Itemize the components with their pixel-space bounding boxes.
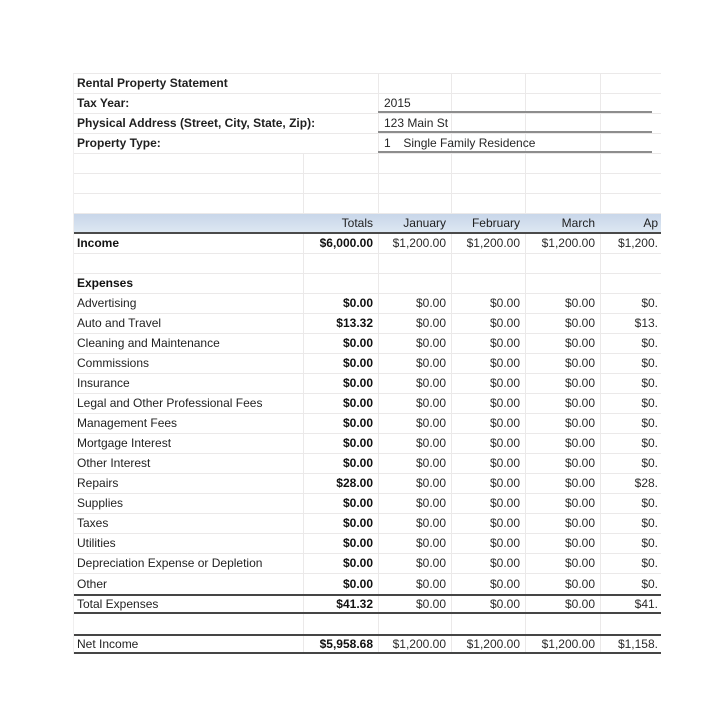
table-row <box>74 494 661 514</box>
table-row <box>74 414 661 434</box>
row-label[interactable]: Depreciation Expense or Depletion <box>77 556 263 570</box>
cell-totals[interactable]: $0.00 <box>342 296 373 310</box>
cell-january[interactable]: $0.00 <box>415 336 446 350</box>
cell-march[interactable]: $0.00 <box>564 356 595 370</box>
property-type-value[interactable] <box>378 134 652 153</box>
cell-january[interactable]: $0.00 <box>415 536 446 550</box>
cell-february[interactable]: $0.00 <box>489 356 520 370</box>
net-income-april[interactable]: $1,158. <box>617 637 658 651</box>
cell-totals[interactable]: $0.00 <box>342 396 373 410</box>
income-march[interactable]: $1,200.00 <box>541 236 595 250</box>
cell-march[interactable]: $0.00 <box>564 536 595 550</box>
cell-totals[interactable]: $0.00 <box>342 556 373 570</box>
cell-march[interactable]: $0.00 <box>564 456 595 470</box>
empty-row <box>74 254 661 274</box>
cell-january[interactable]: $0.00 <box>415 577 446 591</box>
cell-january[interactable]: $0.00 <box>415 316 446 330</box>
income-january[interactable]: $1,200.00 <box>392 236 446 250</box>
cell-april[interactable]: $0. <box>641 296 658 310</box>
income-april[interactable]: $1,200. <box>617 236 658 250</box>
income-row <box>74 234 661 254</box>
cell-march[interactable]: $0.00 <box>564 416 595 430</box>
page-title: Rental Property Statement <box>74 74 378 93</box>
cell-april[interactable]: $0. <box>641 456 658 470</box>
row-label[interactable]: Advertising <box>77 296 137 310</box>
row-label[interactable]: Taxes <box>77 516 109 530</box>
cell-march[interactable]: $0.00 <box>564 296 595 310</box>
cell-march[interactable]: $0.00 <box>564 336 595 350</box>
cell-totals[interactable]: $0.00 <box>342 376 373 390</box>
spreadsheet <box>73 73 661 654</box>
sheet-rows <box>74 74 661 654</box>
cell-april[interactable]: $0. <box>641 356 658 370</box>
tax-year-value[interactable]: 2015 <box>378 94 652 113</box>
property-type-code: 1 <box>384 136 391 150</box>
cell-march[interactable]: $0.00 <box>564 396 595 410</box>
cell-totals[interactable]: $13.32 <box>336 316 373 330</box>
table-row <box>74 334 661 354</box>
empty-row <box>74 174 661 194</box>
row-label[interactable]: Management Fees <box>77 416 178 430</box>
cell-march[interactable]: $0.00 <box>564 436 595 450</box>
total-expenses-january[interactable]: $0.00 <box>415 597 446 611</box>
cell-february[interactable]: $0.00 <box>489 336 520 350</box>
table-row <box>74 554 661 574</box>
cell-february[interactable]: $0.00 <box>489 577 520 591</box>
cell-february[interactable]: $0.00 <box>489 456 520 470</box>
cell-february[interactable]: $0.00 <box>489 396 520 410</box>
property-type-label: Property Type: <box>74 134 378 153</box>
cell-april[interactable]: $0. <box>641 336 658 350</box>
cell-april[interactable]: $0. <box>641 436 658 450</box>
cell-april[interactable]: $0. <box>641 536 658 550</box>
total-expenses-totals[interactable]: $41.32 <box>336 597 373 611</box>
table-row <box>74 314 661 334</box>
cell-april[interactable]: $13. <box>634 316 658 330</box>
empty-row <box>74 154 661 174</box>
cell-march[interactable]: $0.00 <box>564 577 595 591</box>
address-value[interactable]: 123 Main St <box>378 114 652 133</box>
row-label[interactable]: Other Interest <box>77 456 151 470</box>
income-label[interactable]: Income <box>77 236 120 250</box>
cell-totals[interactable]: $0.00 <box>342 516 373 530</box>
cell-totals[interactable]: $0.00 <box>342 536 373 550</box>
cell-february[interactable]: $0.00 <box>489 296 520 310</box>
cell-april[interactable]: $28. <box>634 476 658 490</box>
cell-january[interactable]: $0.00 <box>415 436 446 450</box>
total-expenses-april[interactable]: $41. <box>634 597 658 611</box>
expenses-header[interactable]: Expenses <box>77 276 134 290</box>
table-row <box>74 534 661 554</box>
income-february[interactable]: $1,200.00 <box>466 236 520 250</box>
table-row <box>74 114 661 134</box>
cell-april[interactable]: $0. <box>641 516 658 530</box>
cell-totals[interactable]: $0.00 <box>342 496 373 510</box>
row-label[interactable]: Other <box>77 577 108 591</box>
cell-january[interactable]: $0.00 <box>415 476 446 490</box>
net-income-totals[interactable]: $5,958.68 <box>319 637 373 651</box>
cell-february[interactable]: $0.00 <box>489 556 520 570</box>
cell-totals[interactable]: $0.00 <box>342 356 373 370</box>
total-expenses-row <box>74 594 661 614</box>
cell-april[interactable]: $0. <box>641 556 658 570</box>
table-row <box>74 374 661 394</box>
cell-march[interactable]: $0.00 <box>564 316 595 330</box>
cell-february[interactable]: $0.00 <box>489 496 520 510</box>
table-row <box>74 394 661 414</box>
cell-january[interactable]: $0.00 <box>415 516 446 530</box>
tax-year-label: Tax Year: <box>74 94 378 113</box>
cell-january[interactable]: $0.00 <box>415 416 446 430</box>
cell-march[interactable]: $0.00 <box>564 556 595 570</box>
table-row <box>74 514 661 534</box>
expenses-header-row <box>74 274 661 294</box>
cell-totals[interactable]: $28.00 <box>336 476 373 490</box>
total-expenses-february[interactable]: $0.00 <box>489 597 520 611</box>
cell-february[interactable]: $0.00 <box>489 376 520 390</box>
row-label[interactable]: Insurance <box>77 376 130 390</box>
cell-february[interactable]: $0.00 <box>489 436 520 450</box>
table-row <box>74 574 661 594</box>
table-row <box>74 294 661 314</box>
cell-totals[interactable]: $0.00 <box>342 336 373 350</box>
cell-january[interactable]: $0.00 <box>415 376 446 390</box>
row-label[interactable]: Legal and Other Professional Fees <box>77 396 263 410</box>
total-expenses-label[interactable]: Total Expenses <box>77 597 159 611</box>
net-income-march[interactable]: $1,200.00 <box>541 637 595 651</box>
cell-february[interactable]: $0.00 <box>489 416 520 430</box>
row-label[interactable]: Commissions <box>77 356 150 370</box>
column-header-row <box>74 214 661 234</box>
row-label[interactable]: Cleaning and Maintenance <box>77 336 220 350</box>
cell-april[interactable]: $0. <box>641 416 658 430</box>
cell-totals[interactable]: $0.00 <box>342 416 373 430</box>
table-row <box>74 454 661 474</box>
cell-april[interactable]: $0. <box>641 376 658 390</box>
cell-february[interactable]: $0.00 <box>489 516 520 530</box>
cell-january[interactable]: $0.00 <box>415 456 446 470</box>
header-totals[interactable]: Totals <box>341 216 373 230</box>
cell-february[interactable]: $0.00 <box>489 316 520 330</box>
table-row <box>74 74 661 94</box>
cell-totals[interactable]: $0.00 <box>342 456 373 470</box>
net-income-february[interactable]: $1,200.00 <box>466 637 520 651</box>
cell-april[interactable]: $0. <box>641 396 658 410</box>
cell-march[interactable]: $0.00 <box>564 496 595 510</box>
income-totals[interactable]: $6,000.00 <box>319 236 373 250</box>
net-income-label[interactable]: Net Income <box>77 637 139 651</box>
cell-january[interactable]: $0.00 <box>415 396 446 410</box>
cell-totals[interactable]: $0.00 <box>342 436 373 450</box>
row-label[interactable]: Repairs <box>77 476 119 490</box>
header-april[interactable]: Ap <box>643 216 658 230</box>
row-label[interactable]: Auto and Travel <box>77 316 162 330</box>
table-row <box>74 94 661 114</box>
header-january[interactable]: January <box>403 216 446 230</box>
cell-january[interactable]: $0.00 <box>415 556 446 570</box>
cell-march[interactable]: $0.00 <box>564 476 595 490</box>
cell-january[interactable]: $0.00 <box>415 496 446 510</box>
cell-april[interactable]: $0. <box>641 577 658 591</box>
header-february[interactable]: February <box>471 216 520 230</box>
table-row <box>74 434 661 454</box>
row-label[interactable]: Utilities <box>77 536 116 550</box>
net-income-row <box>74 634 661 654</box>
cell-february[interactable]: $0.00 <box>489 536 520 550</box>
cell-march[interactable]: $0.00 <box>564 516 595 530</box>
cell-january[interactable]: $0.00 <box>415 296 446 310</box>
header-spacer <box>74 214 303 232</box>
cell-february[interactable]: $0.00 <box>489 476 520 490</box>
row-label[interactable]: Mortgage Interest <box>77 436 172 450</box>
address-label: Physical Address (Street, City, State, Zip): <box>74 114 378 133</box>
row-label[interactable]: Supplies <box>77 496 124 510</box>
total-expenses-march[interactable]: $0.00 <box>564 597 595 611</box>
property-type-text: Single Family Residence <box>403 136 536 150</box>
empty-row <box>74 614 661 634</box>
table-row <box>74 354 661 374</box>
table-row <box>74 134 661 154</box>
net-income-january[interactable]: $1,200.00 <box>392 637 446 651</box>
empty-row <box>74 194 661 214</box>
header-march[interactable]: March <box>561 216 595 230</box>
cell-march[interactable]: $0.00 <box>564 376 595 390</box>
cell-january[interactable]: $0.00 <box>415 356 446 370</box>
cell-april[interactable]: $0. <box>641 496 658 510</box>
cell-totals[interactable]: $0.00 <box>342 577 373 591</box>
table-row <box>74 474 661 494</box>
